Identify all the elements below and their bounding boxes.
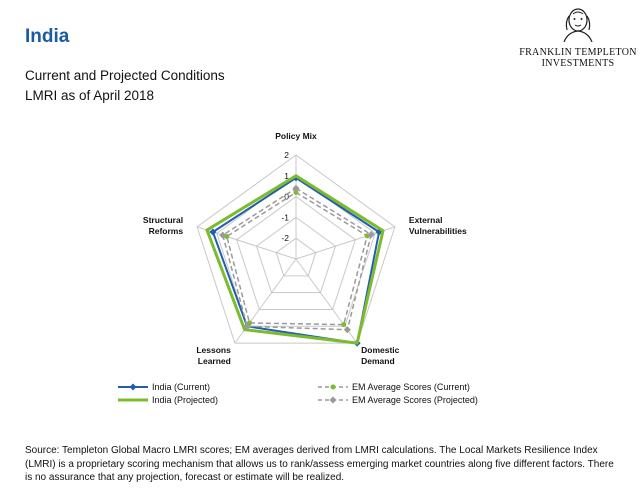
legend-item-india-projected bbox=[118, 393, 218, 406]
axis-label-2: Domestic Demand bbox=[361, 345, 400, 367]
subtitle-line-1: Current and Projected Conditions bbox=[25, 68, 225, 83]
tick-label-4: 2 bbox=[284, 150, 289, 160]
axis-label-1: External Vulnerabilities bbox=[408, 214, 467, 236]
legend-label-india-current: India (Current) bbox=[152, 381, 211, 392]
logo-line-1: FRANKLIN TEMPLETON bbox=[519, 47, 637, 58]
legend-item-em-current bbox=[318, 380, 478, 393]
subtitle-line-2: LMRI as of April 2018 bbox=[25, 88, 155, 103]
legend-label-em-current: EM Average Scores (Current) bbox=[352, 381, 470, 392]
legend-swatch-em-projected bbox=[318, 396, 348, 404]
legend-swatch-india-projected bbox=[118, 396, 148, 404]
axis-label-4: Structural Reforms bbox=[142, 214, 184, 236]
series-3-point-2 bbox=[344, 326, 351, 333]
series-2-point-2 bbox=[341, 322, 346, 327]
legend-label-india-projected: India (Projected) bbox=[152, 394, 219, 405]
axis-label-3: Lessons Learned bbox=[196, 345, 231, 367]
legend-label-em-projected: EM Average Scores (Projected) bbox=[352, 394, 478, 405]
legend-item-em-projected bbox=[318, 393, 478, 406]
legend-swatch-em-current bbox=[318, 383, 348, 391]
legend-swatch-india-current bbox=[118, 383, 148, 391]
tick-label-1: -1 bbox=[281, 212, 289, 223]
legend-left bbox=[118, 380, 218, 406]
legend-item-india-current bbox=[118, 380, 218, 393]
logo-line-2: INVESTMENTS bbox=[541, 58, 615, 69]
tick-label-0: -2 bbox=[281, 233, 289, 244]
axis-label-0: Policy Mix bbox=[275, 131, 317, 141]
page-title: India bbox=[25, 26, 70, 47]
source-footnote: Source: Templeton Global Macro LMRI scores; EM averages derived from LMRI calculations. The Local Markets Resilience Index (LMRI) is a proprietary scoring mechanism that allows us to rank/assess emerging market countries along five different factors. There is no assurance that any projection, forecast or estimate will be realized. bbox=[25, 445, 614, 483]
tick-label-2: 0 bbox=[284, 191, 289, 202]
legend-right bbox=[318, 380, 478, 406]
tick-label-3: 1 bbox=[284, 170, 289, 181]
